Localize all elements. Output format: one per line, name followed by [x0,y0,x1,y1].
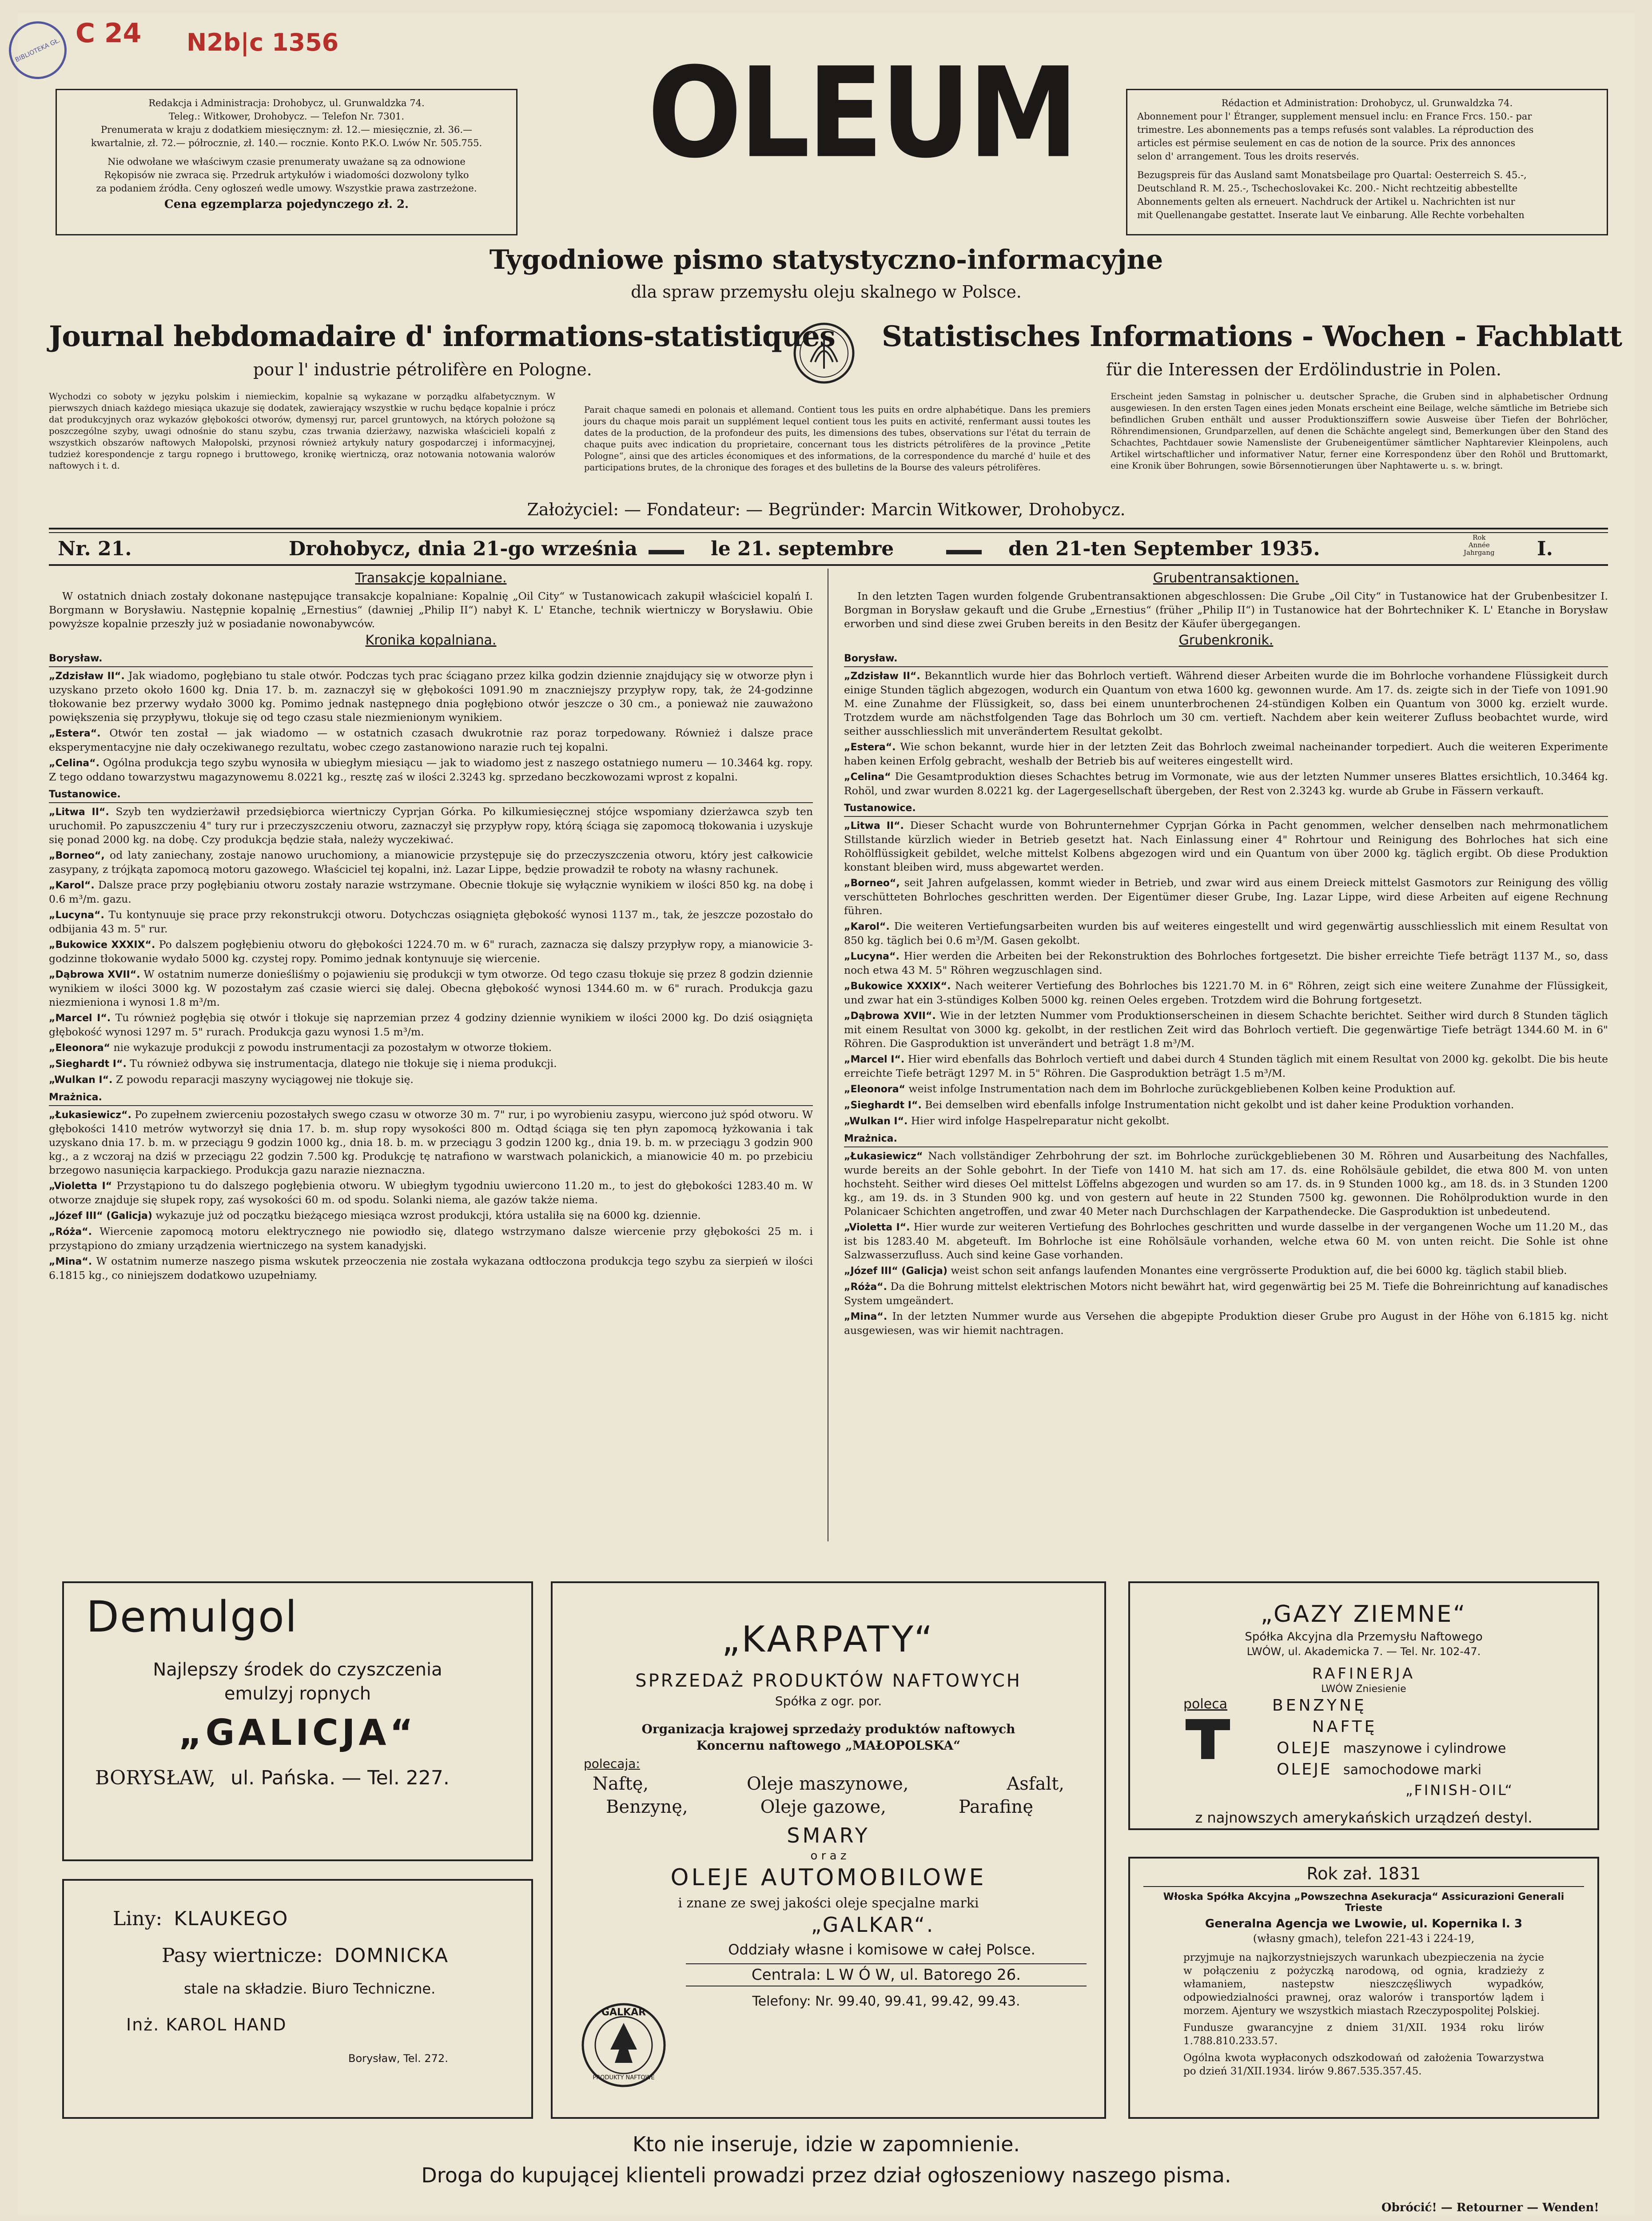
single-copy-price: Cena egzemplarza pojedynczego zł. 2. [164,198,409,211]
ad-text: Naftę, [593,1774,649,1794]
entry: „Józef III“ (Galicja) weist schon seit anfangs laufenden Monantes eine vergrösserte Produktion auf, die bei 6000 kg. täglich stabil blieb. [844,1264,1567,1277]
galkar-logo-text-bottom: PRODUKTY NAFTOWE [593,2074,655,2081]
heading-transakcje: Transakcje kopalniane. [355,570,507,586]
issue-rule-bottom [49,564,1608,566]
entry: „Mina“. W ostatnim numerze naszego pisma wskutek przeoczenia nie została wykazana odtłoczona produkcja tego szybu za sierpień w ilości 6.1815 kg., co niniejszem dodatkowo uzupełniamy. [49,1255,813,1282]
subtitle-german: Statistisches Informations - Wochen - Fachblatt [882,320,1622,353]
entry: „Borneo“, od laty zaniechany, zostaje nanowo uruchomiony, a mianowicie przystępuje się do przeczyszczenia otworu, który jest całkowicie zasypany, z trójkąta zapomocą motoru gazowego. Właściciel tej kopalni, inż. Lazar Lippe, będzie prowadził te roboty na własny rachunek. [49,849,813,876]
header-right-line: Bezugspreis für das Ausland samt Monatsbeilage pro Quartal: Oesterreich S. 45.-, [1137,170,1527,180]
header-left-line: Rękopisów nie zwraca się. Przedruk artykułów i wiadomości dozwolony tylko [104,170,469,180]
entry: „Karol“. Dalsze prace przy pogłębianiu otworu zostały narazie wstrzymane. Obecnie tłokuje się wyłącznie wynikiem w ilości 850 kg. na dobę i 0.6 m³/m. gazu. [49,879,813,905]
ad-assicurazioni-generali [1128,1857,1599,2119]
entry: „Zdzisław II“. Bekanntlich wurde hier das Bohrloch vertieft. Während dieser Arbeiten wurde die im Bohrloche vorhandene Flüssigkeit durch einige Stunden täglich abgezogen, wodurch ein Quantum von etwa 1600 kg. gewonnen wurde. Am 17. ds. zeigte sich in der Tiefe von 1091.90 M. eine Zunahme der Flüssigkeit, so, dass bei einem ununterbrochenen 24-stündigen Kolben ein Quantum von 3000 kg. erzielt wurde. Trotzdem wurde am nächstfolgenden Tage das Bohrloch um 30 cm. vertieft. Nachdem aber kein weiterer Zufluss beobachtet wurde, wird seither ausschliesslich mit unverändertem Resultat gekolbt. [844,669,1608,737]
entry: „Karol“. Die weiteren Vertiefungsarbeiten wurden bis auf weiteres eingestellt und wird gegenwärtig ausschliesslich mit einem Resultat von 850 kg. täglich bei 0.6 m³/M. Gasen gekolbt. [844,920,1608,947]
ad-text: Włoska Spółka Akcyjna „Powszechna Asekuracja“ Assicurazioni Generali Trieste [1163,1891,1564,1914]
ad-gazy-ziemne [1128,1581,1599,1830]
entry: „Violetta I“. Hier wurde zur weiteren Vertiefung des Bohrloches geschritten und wurde dasselbe in der vergangenen Woche um 11.20 M., das ist bis 1283.40 M. abgeteuft. Im Bohrloche ist eine Rohölsäule vorhanden, welche etwa 60 M. von unten reicht. Die Sohle ist ohne Salzwasserzufluss. Auch sind keine Gase vorhanden. [844,1221,1608,1261]
header-right-line: articles est pérmise seulement en cas de notion de la source. Prix des annonces [1137,138,1516,148]
ad-text: emulzyj ropnych [224,1684,371,1704]
issue-separator [649,550,684,554]
issue-date-polish: Drohobycz, dnia 21-go września [289,537,638,560]
header-right-line: Abonnements gelten als erneuert. Nachdruck der Artikel u. Nachrichten ist nur [1137,196,1515,207]
gazy-logo [1183,1717,1232,1761]
footer-line-1: Kto nie inseruje, idzie w zapomnienie. [632,2132,1020,2156]
ad-text: Rok zał. 1831 [1143,1864,1584,1887]
ad-text: OLEJE [1277,1739,1332,1757]
entry: „Wulkan I“. Hier wird infolge Haspelreparatur nicht gekolbt. [844,1114,1170,1127]
ad-text: stale na składzie. Biuro Techniczne. [184,1980,436,1997]
entry: „Lucyna“. Tu kontynuuje się prace przy rekonstrukcji otworu. Dotychczas osiągnięta głębokość wynosi 1137 m., tak, że jeszcze pozostało do odbijania 43 m. 5" rur. [49,908,813,935]
header-left-line: Nie odwołane we właściwym czasie prenumeraty uważane są za odnowione [107,156,466,167]
column-german [844,569,1608,1339]
emblem-logo [791,320,857,388]
ad-text: Organizacja krajowej sprzedaży produktów naftowych [641,1722,1015,1736]
ad-text: BORYSŁAW, [95,1767,216,1789]
ad-text: Benzynę, [606,1797,688,1817]
issue-date-french: le 21. septembre [711,537,894,560]
entry: „Róża“. Wiercenie zapomocą motoru elektrycznego nie powiodło się, dlatego wstrzymano dalsze wiercenie przy głębokości 25 m. i przystąpiono do zmiany urządzenia wiertniczego na system kanadyjski. [49,1225,813,1252]
footer-turn-over: Obrócić! — Retourner — Wenden! [1381,2201,1599,2214]
ad-text: Parafinę [958,1797,1033,1817]
year-label: Année [1468,541,1490,549]
location-heading: Tustanowice. [49,788,813,803]
ad-text: Oddziały własne i komisowe w całej Polsce. [728,1941,1035,1958]
header-right-line: mit Quellenangabe gestattet. Inserate laut Ve einbarung. Alle Rechte vorbehalten [1137,210,1525,220]
year-label: Rok [1473,533,1486,541]
ad-text: i znane ze swej jakości oleje specjalne marki [678,1895,979,1911]
location-heading: Tustanowice. [844,801,1608,817]
ad-karpaty-galkar: „GALKAR“. [811,1913,935,1937]
newspaper-page [14,13,1635,2217]
entry: „Eleonora“ nie wykazuje produkcji z powodu instrumentacji za pozostałym w otworze tłokiem. [49,1041,552,1054]
header-left-line: za podaniem źródła. Ceny ogłoszeń wedle umowy. Wszystkie prawa zastrzeżone. [96,183,477,194]
ad-text: Oleje maszynowe, [746,1774,909,1794]
issue-rule-top [49,528,1608,529]
entry: „Celina“. Ogólna produkcja tego szybu wynosiła w ubiegłym miesiącu — jak to wiadomo jest z naszego ostatniego numeru — 10.3464 kg. ropy. Z tego oddano towarzystwu magazynowemu 8.0221 kg., resztę zaś w ilości 2.3243 kg. sprzedano beczkowozami wprost z kopalni. [49,756,813,783]
entry: „Józef III“ (Galicja) wykazuje już od początku bieżącego miesiąca wzrost produkcji, która ustaliła się na 6000 kg. dziennie. [49,1209,701,1222]
entry: „Bukowice XXXIX“. Po dalszem pogłębieniu otworu do głębokości 1224.70 m. w 6" rurach, zaznacza się dalszy przypływ ropy, a mianowicie 3-godzinne tłokowanie wydało 5000 kg. czystej ropy. Pomimo jednak kontynuuje się wiercenie. [49,938,813,965]
entry: „Dąbrowa XVII“. Wie in der letzten Nummer vom Produktionserscheinen in diesem Schachte berichtet. Seither wird durch 8 Stunden täglich mit einem Resultat von 3000 kg. gekolbt, in der restlichen Zeit wird das Bohrloch vertieft. Die gegenwärtige Tiefe beträgt 1344.60 M. in 6" Röhren. Die Gasproduktion ist unverändert und beträgt 1.8 m³/M. [844,1009,1608,1050]
subtitle-german-2: für die Interessen der Erdölindustrie in Polen. [1106,360,1501,379]
ad-text: OLEJE [1277,1760,1332,1779]
heading-grubenkronik: Grubenkronik. [1178,633,1274,648]
paragraph: In den letzten Tagen wurden folgende Grubentransaktionen abgeschlossen: Die Grube „Oil City“ in Tustanowice hat der Grubenbesitzer I. Borgman in Borysław gekauft und die Grube „Ernestius“ (früher „Philip II“) in Tustanowice hat der Bohrtechniker K. L' Etanche in Borysław erworben und sind diese zwei Gruben bereits in den Besitz der Käufer übergegangen. [844,590,1608,630]
ad-text: LWÓW Zniesienie [1321,1684,1406,1695]
archive-stamp: BIBLIOTEKA GŁ. [0,12,76,89]
ad-text: o r a z [810,1849,847,1863]
ad-text: maszynowe i cylindrowe [1343,1741,1506,1756]
entry: „Łukasiewicz“. Po zupełnem zwierceniu pozostałych swego czasu w otworze 30 m. 7" rur, i po wyrobieniu zasypu, wiercono już spód otworu. W głębokości 1410 metrów wytworzył się dnia 17. b. m. słup ropy wysokości 800 m. Odtąd ściąga się ten płyn zapomocą łyżkowania i tak uzyskano dnia 17. b. m. w przeciągu 9 godzin 1000 kg., dnia 18. b. m. w przeciągu 3 godzin 1200 kg., dnia 19. b. m. w przeciągu 3 godzin 900 kg., a z wczoraj na dziś w przeciągu 22 godzin 7.500 kg. Produkcję tę natrafiono w warstwach polanickich, a mianowicie 40 m. po przebiciu brzegowo nasunięcia karpackiego. Produkcja gazu narazie nieznaczna. [49,1108,813,1176]
ad-text: Centrala: L W Ó W, ul. Batorego 26. [686,1963,1087,1986]
header-left-line: Teleg.: Witkower, Drohobycz. — Telefon Nr. 7301. [168,111,405,122]
ad-text: DOMNICKA [334,1944,449,1967]
column-polish [49,569,813,1284]
ad-text: RAFINERJA [1312,1665,1416,1683]
ad-text: samochodowe marki [1343,1762,1482,1778]
subtitle-polish: Tygodniowe pismo statystyczno-informacyjne [489,244,1163,275]
ad-text: ul. Pańska. — Tel. 227. [231,1767,450,1789]
ad-text: Inż. KAROL HAND [126,2015,287,2034]
ad-text: poleca [1183,1696,1228,1712]
ad-text: SPRZEDAŻ PRODUKTÓW NAFTOWYCH [635,1671,1022,1691]
header-left-line: Prenumerata w kraju z dodatkiem miesięcznym: zł. 12.— miesięcznie, zł. 36.— [100,124,473,135]
header-right-line: Deutschland R. M. 25.-, Tschechoslovakei Kc. 200.- Nicht rechtzeitig abbestellte [1137,183,1518,194]
entry: „Sieghardt I“. Tu również odbywa się instrumentacja, dlatego nie tłokuje się i niema produkcji. [49,1057,557,1070]
subtitle-polish-2: dla spraw przemysłu oleju skalnego w Polsce. [631,282,1022,302]
ad-text: Pasy wiertnicze: [162,1944,323,1967]
entry: „Borneo“, seit Jahren aufgelassen, kommt wieder in Betrieb, und zwar wird aus einem Dreieck mittelst Gasmotors zur Reinigung des völlig verschütteten Bohrloches geschritten werden. Der Eigentümer dieser Grube, Ing. Lazar Lippe, wird diese Arbeiten auf eigene Rechnung führen. [844,876,1608,917]
entry: „Mina“. In der letzten Nummer wurde aus Versehen die abgepipte Produktion dieser Grube pro August in der Höhe von 6.1815 kg. nicht ausgewiesen, was wir hiemit nachtragen. [844,1310,1608,1337]
header-right-line: trimestre. Les abonnements pas a temps refusés sont valables. La réproduction des [1137,124,1534,135]
issue-rule-top-2 [49,532,1608,533]
entry: „Zdzisław II“. Jak wiadomo, pogłębiano tu stale otwór. Podczas tych prac ściągano przez kilka godzin dziennie znajdujący się w otworze płyn i uzyskano przeto około 1600 kg. Dnia 17. b. m. zaznaczył się w głębokości 1091.90 m znaczniejszy przypływ ropy, tak, że 24-godzinne tłokowanie bez przerwy wydało 3000 kg. Pomimo jednak następnego dnia pogłębiono otwór jeszcze o 30 cm., a ponieważ nie zauważono powiększenia się przypływu, tłokuje się od tego czasu stale niezmienionym wynikiem. [49,669,813,724]
entry: „Sieghardt I“. Bei demselben wird ebenfalls infolge Instrumentation nicht gekolbt und ist daher keine Produktion vorhanden. [844,1099,1514,1111]
location-heading: Mrażnica. [844,1132,1608,1147]
ad-text: BENZYNĘ [1272,1696,1367,1715]
ad-text: Najlepszy środek do czyszczenia [153,1660,442,1680]
ad-text: Ogólna kwota wypłaconych odszkodowań od założenia Towarzystwa po dzień 31/XII.1934. lirów 9.867.535.357.45. [1183,2052,1544,2077]
ad-text: SMARY [787,1823,870,1847]
ad-demulgol [62,1581,533,1861]
issue-year-labels [1464,534,1495,557]
subtitle-french: Journal hebdomadaire d' informations-statistiques [49,320,835,353]
entry: „Dąbrowa XVII“. W ostatnim numerze donieśliśmy o pojawieniu się produkcji w tym otworze. Od tego czasu tłokuje się przez 8 godzin dziennie wynikiem w ilości 3000 kg. W pozostałym zaś czasie wierci się dalej. Obecna głębokość wynosi 1344.60 m. w 6" rurach. Produkcja gazu niezmieniona i wynosi 1.8 m³/m. [49,968,813,1008]
ad-text: KLAUKEGO [174,1907,289,1930]
handwritten-signature-c: C 24 [76,18,142,49]
ad-text: Telefony: Nr. 99.40, 99.41, 99.42, 99.43. [752,1994,1020,2009]
ad-text: Koncernu naftowego „MAŁOPOLSKA“ [696,1738,961,1753]
ad-text: Oleje gazowe, [760,1797,886,1817]
ad-demulgol-brand: „GALICJA“ [179,1712,417,1753]
issue-separator [946,550,982,554]
ad-text: Asfalt, [1007,1774,1064,1794]
intro-german: Erscheint jeden Samstag in polnischer u. deutscher Sprache, die Gruben sind in alphabetischer Ordnung ausgewiesen. In den ersten Tagen eines jeden Monats erscheint eine Beilage, welche sämtliche im Betriebe sich befindlichen Gruben enthält und ausser Produktionsziffern sowie Ausweise über Tiefen der Bohrlöcher, Röhrendimensionen, Grundparzellen, auf denen die Schächte angelegt sind, Bemerkungen über den Stand des Schachtes, Pachtdauer sowie Namensliste der Grubeneigentümer sämtlicher Naphtarevier Kleinpolens, auch Artikel wirtschaftlicher und informativer Natur, ferner eine Korrespondenz über den Rohöl und Bruttomarkt, eine Kronik über Bohrungen, sowie Börsennotierungen über Naphtawerte u. s. w. bringt. [1111,391,1608,471]
intro-polish: Wychodzi co soboty w języku polskim i niemieckim, kopalnie są wykazane w porządku alfabetycznym. W pierwszych dniach każdego miesiąca ukazuje się dodatek, zawierający wszystkie w ruchu będące kopalnie i prócz dat produkcyjnych oraz wykazów głębokości otworów, dymensyj rur, parcel gruntowych, na których położone są poszczególne szyby, uwagi odnośnie do stanu szybu, czas trwania dzierżawy, nazwiska właścicieli kopalń z wszystkich obszarów naftowych Małopolski, przynosi również artykuły natury gospodarczej i informacyjnej, tudzież korespondencje z targu ropnego i bruttowego, kronikę wiertniczą, oraz notowania notowania walorów naftowych i t. d. [49,391,555,471]
ad-gazy-title: „GAZY ZIEMNE“ [1260,1601,1467,1628]
ad-text: „FINISH-OIL“ [1405,1782,1514,1799]
ad-liny [62,1879,533,2119]
issue-year-value: I. [1537,537,1553,560]
year-label: Jahrgang [1464,549,1495,557]
ad-text: (własny gmach), telefon 221-43 i 224-19, [1253,1932,1475,1945]
issue-number: Nr. 21. [58,537,132,560]
entry: „Litwa II“. Dieser Schacht wurde von Bohrunternehmer Cyprjan Górka in Pacht genommen, welcher denselben nach mehrmonatlichem Stillstande kürzlich wieder in Betrieb gesetzt hat. Nach Einlassung einer 4" Rohrtour und Reinigung des Bohrloches hat sich eine Rohölflüssigkeit gebildet, welche mittelst Kolbens abgezogen wird und ein Quantum von über 2000 kg. täglich ergibt. Ob diese Produktion konstant bleiben wird, muss abgewartet werden. [844,819,1608,873]
entry: „Łukasiewicz“ Nach vollständiger Zehrbohrung der szt. im Bohrloche zurückgebliebenen 30 M. Röhren und Ausarbeitung des Nachfalles, wurde bereits an der Sohle gebohrt. In der Tiefe von 1410 M. hat sich am 17. ds. eine Rohölsäule gebildet, die etwa 800 M. von unten hochsteht. Seither wird dieses Oel mittelst Löffelns abgezogen und wurden so am 17. ds. in 9 Stunden 1000 kg., am 18. ds. in 3 Stunden 1200 kg., am 19. ds. in 3 Stunden 900 kg. und von gestern auf heute in 22 Stunden 7500 kg. gewonnen. Die Rohölproduktion wurde in den Polanicaer Schichten angetroffen, und zwar 40 Meter nach Durchschlagen der Karpathendecke. Die Gasproduktion ist unbedeutend. [844,1150,1608,1218]
galkar-logo-text-top: GALKAR [601,2007,646,2018]
founder-line: Założyciel: — Fondateur: — Begründer: Marcin Witkower, Drohobycz. [527,500,1126,519]
ad-text: Spółka Akcyjna dla Przemysłu Naftowego [1245,1630,1483,1644]
paragraph: W ostatnich dniach zostały dokonane następujące transakcje kopalniane: Kopalnię „Oil City“ w Tustanowicach zakupił właściciel kopalń I. Borgmann w Borysławiu. Następnie kopalnię „Ernestius“ (dawniej „Philip II“) nabył K. L' Etanche, technik wiertniczy w Borysławiu. Obie powyższe kopalnie przeszły już w posiadanie nowonabywców. [49,590,813,630]
entry: „Violetta I“ Przystąpiono tu do dalszego pogłębienia otworu. W ubiegłym tygodniu uwiercono 11.20 m., to jest do głębokości 1283.40 m. W otworze znajduje się słupek ropy, zaś wysokości 60 m. od spodu. Solanki niema, ale gazów także niema. [49,1179,813,1206]
intro-french: Parait chaque samedi en polonais et allemand. Contient tous les puits en ordre alphabétique. Dans les premiers jours du chaque mois parait un supplément lequel contient tous les puits en activité, renfermant aussi toutes les dates de la production, de la profondeur des puits, les dimensions des tubes, observations sur l'état du terrain de chaque puits avec indication du proprietaire, concernant tous les districts pétrolifères de la province „Petite Pologne“, ainsi que des articles économiques et des informations, de la correspondence du marché d' huile et des participations brutes, de la chronique des forages et des bulletins de la Bourse des valeurs pétrolifères. [584,405,1091,473]
footer-line-2: Droga do kupującej klienteli prowadzi przez dział ogłoszeniowy naszego pisma. [421,2163,1231,2187]
entry: „Lucyna“. Hier werden die Arbeiten bei der Rekonstruktion des Bohrloches fortgesetzt. Die bisher erreichte Tiefe beträgt 1137 M., so, dass noch etwa 43 M. 5" Röhren wegzuschlagen sind. [844,950,1608,976]
heading-grubentransaktionen: Grubentransaktionen. [1153,570,1299,586]
entry: „Marcel I“. Hier wird ebenfalls das Bohrloch vertieft und dabei durch 4 Stunden täglich mit einem Resultat von 2000 kg. gekolbt. Die bis heute erreichte Tiefe beträgt 1297 M. in 5" Röhren. Die Gasproduktion beträgt 1.5 m³/M. [844,1053,1608,1079]
header-left-line: Redakcja i Administracja: Drohobycz, ul. Grunwaldzka 74. [148,98,425,108]
header-left-line: kwartalnie, zł. 72.— półrocznie, zł. 140.— rocznie. Konto P.K.O. Lwów Nr. 505.755. [91,138,482,148]
entry: „Estera“. Otwór ten został — jak wiadomo — w ostatnich czasach dwukrotnie raz poraz torpedowany. Również i dalsze prace eksperymentacyjne nie dały oczekiwanego rezultatu, wobec czego zastanowiono narazie ruch tej kopalni. [49,727,813,753]
ad-text: Liny: [113,1907,163,1930]
entry: „Bukowice XXXIX“. Nach weiterer Vertiefung des Bohrloches bis 1221.70 M. in 6" Röhren, zeigt sich eine weitere Zunahme der Flüssigkeit, und zwar hat ein 3-stündiges Kolben 5000 kg. reinen Oeles ergeben. Trotzdem wird die Bohrung fortgesetzt. [844,979,1608,1006]
ad-text: LWÓW, ul. Akademicka 7. — Tel. Nr. 102-47. [1246,1645,1481,1658]
ad-text: OLEJE AUTOMOBILOWE [670,1864,987,1891]
issue-date-german: den 21-ten September 1935. [1008,537,1320,560]
ad-text: polecaja: [584,1756,640,1771]
ad-karpaty [551,1581,1106,2119]
masthead-title: OLEUM [647,40,1076,186]
ad-karpaty-title: „KARPATY“ [721,1619,935,1660]
ad-demulgol-title: Demulgol [86,1592,298,1642]
entry: „Celina“ Die Gesamtproduktion dieses Schachtes betrug im Vormonate, wie aus der letzten Nummer unseres Blattes ersichtlich, 10.3464 kg. Rohöl, und zwar wurden 8.0221 kg. der Lagergesellschaft übergeben, der Rest von 2.3243 kg. wurde ab Grube in Fässern verkauft. [844,770,1608,797]
entry: „Wulkan I“. Z powodu reparacji maszyny wyciągowej nie tłokuje się. [49,1073,414,1086]
galkar-logo [579,2001,668,2090]
header-right-line: Rédaction et Administration: Drohobycz, ul. Grunwaldzka 74. [1221,98,1513,108]
ad-text: NAFTĘ [1312,1718,1377,1736]
ad-text: Generalna Agencja we Lwowie, ul. Kopernika l. 3 [1205,1917,1523,1930]
location-heading: Borysław. [844,652,1608,667]
header-left-box [56,89,517,235]
location-heading: Borysław. [49,652,813,667]
entry: „Eleonora“ weist infolge Instrumentation nach dem im Bohrloche zurückgebliebenen Kolben keine Produktion auf. [844,1083,1456,1095]
handwritten-signature-number: N2b|c 1356 [187,28,339,56]
entry: „Estera“. Wie schon bekannt, wurde hier in der letzten Zeit das Bohrloch zweimal nacheinander torpediert. Auch die weiteren Experimente haben keinen Erfolg gebracht, weshalb der Betrieb bis auf weiteres eingestellt wird. [844,740,1608,767]
ad-text: Borysław, Tel. 272. [348,2052,448,2065]
header-right-box [1126,89,1608,235]
entry: „Litwa II“. Szyb ten wydzierżawił przedsiębiorca wiertniczy Cyprjan Górka. Po kilkumiesięcznej stójce wspomiany dzierżawca szyb ten uruchomił. Po zapuszczeniu 4" tury rur i przeczyszczeniu otworu, zaznaczył się przypływ ropy, którą ściąga się zapomocą tłokowania i uzyskuje się ponad 2000 kg. na dobę. Czy produkcja będzie stała, należy wyczekiwać. [49,805,813,846]
ad-text: z najnowszych amerykańskich urządzeń destyl. [1195,1809,1533,1826]
ad-text: Fundusze gwarancyjne z dniem 31/XII. 1934 roku lirów 1.788.810.233.57. [1183,2022,1544,2047]
header-right-line: selon d' arrangement. Tous les droits reservés. [1137,151,1359,162]
ad-text: przyjmuje na najkorzystniejszych warunkach ubezpieczenia na życie w połączeniu z pożyczką narodową, od ognia, kradzieży z włamaniem, nastepstw nieszczęśliwych wypadków, odpowiedzialności prawnej, oraz walorów i transportów lądem i morzem. Ajentury we wszystkich miastach Rzeczypospolitej Polskiej. [1183,1952,1544,2017]
heading-kronika: Kronika kopalniana. [365,633,497,648]
entry: „Róża“. Da die Bohrung mittelst elektrischen Motors nicht bewährt hat, wird gegenwärtig bei 25 M. Tiefe die Bohreinrichtung auf kanadisches System umgeändert. [844,1280,1608,1307]
subtitle-french-2: pour l' industrie pétrolifère en Pologne. [253,360,592,379]
location-heading: Mrażnica. [49,1091,813,1106]
header-right-line: Abonnement pour l' Étranger, supplement mensuel inclu: en France Frcs. 150.- par [1137,111,1532,122]
entry: „Marcel I“. Tu również pogłębia się otwór i tłokuje się naprzemian przez 4 godziny dziennie wynikiem w ilości 2000 kg. Do dziś osiągnięta głębokość wynosi 1297 m. 5" rurach. Produkcja gazu wynosi 1.5 m³/m. [49,1011,813,1038]
ad-text: Spółka z ogr. por. [775,1694,882,1708]
